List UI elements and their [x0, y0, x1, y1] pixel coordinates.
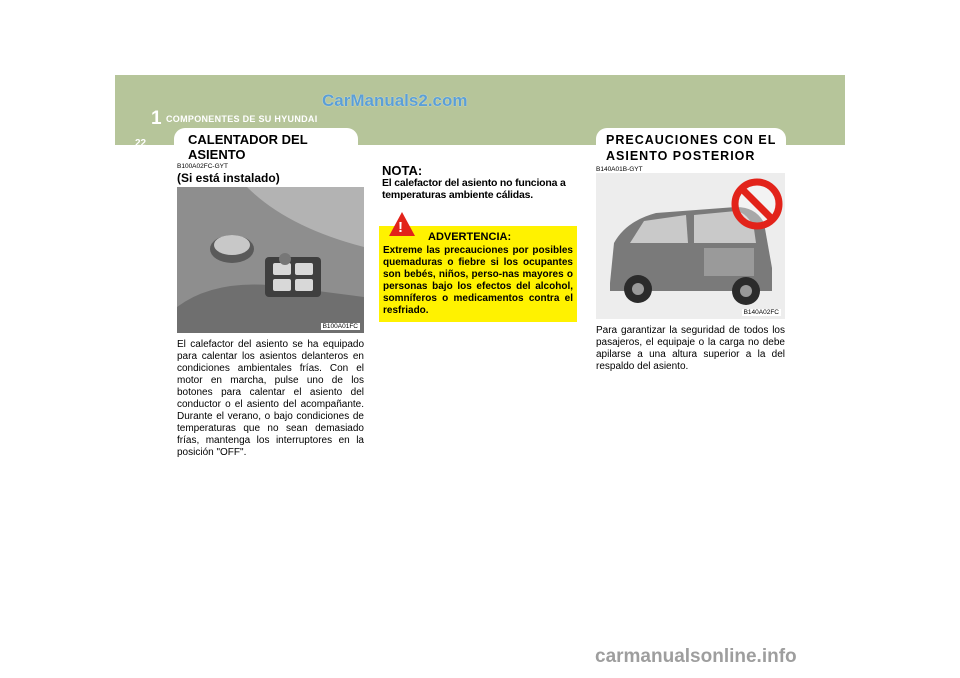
section-subhead: (Si está instalado): [177, 171, 280, 185]
section-tab-seat-heater: [174, 128, 358, 162]
image-label-rear: B140A02FC: [743, 309, 779, 316]
warning-text: Extreme las precauciones por posibles quemaduras o fiebre si los ocupantes son bebés, niños, perso-nas mayores o personas bajo los efectos del alcohol, somníferos o medicamentos contra el resfriado.: [383, 245, 573, 316]
section-title: CALENTADOR DEL ASIENTO: [188, 132, 308, 162]
watermark-bottom[interactable]: carmanualsonline.info: [595, 646, 797, 667]
prohibited-sign-icon: [730, 177, 784, 231]
section-code-rear: B140A01B-GYT: [596, 166, 643, 173]
chapter-title: COMPONENTES DE SU HYUNDAI: [166, 114, 318, 124]
seat-heater-photo: [177, 187, 364, 333]
section-title-line2: ASIENTO POSTERIOR: [606, 149, 756, 163]
seat-heater-illustration: [177, 187, 364, 333]
warning-title: ADVERTENCIA:: [428, 231, 512, 243]
section-title-line1: PRECAUCIONES CON EL: [606, 133, 777, 147]
rear-seat-photo: [596, 173, 785, 319]
chapter-number: 1: [151, 108, 162, 129]
section-tab-rear-seat: [596, 128, 786, 164]
nota-text: El calefactor del asiento no funciona a temperaturas ambiente cálidas.: [382, 177, 566, 201]
seat-heater-paragraph: El calefactor del asiento se ha equipado para calentar los asientos delanteros en condiciones ambientales frías. Con el motor en marcha, pulse uno de los botones para calentar el asiento del conductor o el asiento del acompañante. Durante el verano, o bajo condiciones de temperaturas que no sean demasiado frías, mantenga los interruptores en la posición "OFF".: [177, 339, 364, 458]
page-number: 22: [135, 138, 147, 149]
image-label: B100A01FC: [322, 323, 358, 330]
warning-exclamation: !: [398, 219, 403, 236]
watermark-top[interactable]: CarManuals2.com: [322, 91, 468, 110]
section-code: B100A02FC-GYT: [177, 163, 228, 170]
rear-seat-paragraph: Para garantizar la seguridad de todos los pasajeros, el equipaje o la carga no debe apilarse a una altura superior a la del respaldo del asiento.: [596, 325, 785, 372]
nota-title: NOTA:: [382, 163, 423, 178]
